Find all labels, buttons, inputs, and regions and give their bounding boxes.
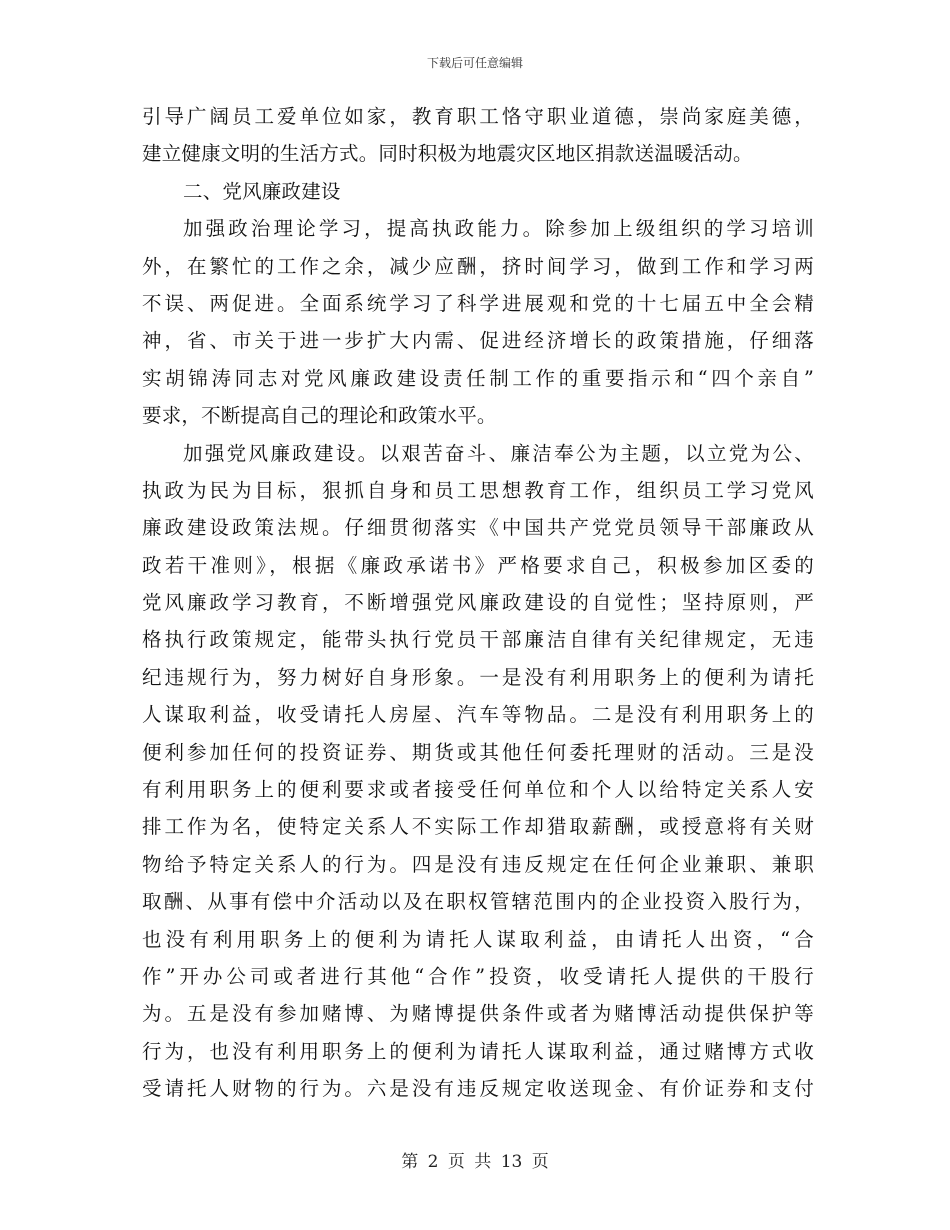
text-line: 执政为民为目标，狠抓自身和员工思想教育工作，组织员工学习党风 [142,478,814,502]
text-line: 便利参加任何的投资证券、期货或其他任何委托理财的活动。三是没 [142,740,814,764]
text-line: 建立健康文明的生活方式。同时积极为地震灾区地区捐款送温暖活动。 [142,142,753,166]
text-line: 行为，也没有利用职务上的便利为请托人谋取利益，通过赌博方式收 [142,1039,814,1063]
text-line: 排工作为名，使特定关系人不实际工作却猎取薪酬，或授意将有关财 [142,815,814,839]
page-header-note: 下载后可任意编辑 [426,56,523,70]
text-line: 政若干准则》，根据《廉政承诺书》严格要求自己，积极参加区委的 [142,553,814,577]
text-line: 加强党风廉政建设。以艰苦奋斗、廉洁奉公为主题，以立党为公、 [183,441,814,465]
text-line: 要求，不断提高自己的理论和政策水平。 [142,404,497,428]
text-line: 加强政治理论学习，提高执政能力。除参加上级组织的学习培训 [183,217,814,241]
text-line: 格执行政策规定，能带头执行党员干部廉洁自律有关纪律规定，无违 [142,628,814,652]
page-number-footer: 第 2 页 共 13 页 [401,1152,549,1172]
text-line: 人谋取利益，收受请托人房屋、汽车等物品。二是没有利用职务上的 [142,703,814,727]
text-line: 有利用职务上的便利要求或者接受任何单位和个人以给特定关系人安 [142,778,814,802]
text-line: 外，在繁忙的工作之余，减少应酬，挤时间学习，做到工作和学习两 [142,254,814,278]
text-line: 党风廉政学习教育，不断增强党风廉政建设的自觉性；坚持原则，严 [142,591,814,615]
text-line: 纪违规行为，努力树好自身形象。一是没有利用职务上的便利为请托 [142,665,814,689]
text-line: 不误、两促进。全面系统学习了科学进展观和党的十七届五中全会精 [142,291,814,315]
section-heading: 二、党风廉政建设 [183,179,341,203]
text-line: 物给予特定关系人的行为。四是没有违反规定在任何企业兼职、兼职 [142,852,814,876]
text-line: 作”开办公司或者进行其他“合作”投资，收受请托人提供的干股行 [142,964,814,988]
text-line: 引导广阔员工爱单位如家，教育职工恪守职业道德，崇尚家庭美德， [142,105,814,128]
text-line: 廉政建设政策法规。仔细贯彻落实《中国共产党党员领导干部廉政从 [142,516,814,540]
text-line: 受请托人财物的行为。六是没有违反规定收送现金、有价证券和支付 [142,1077,814,1101]
document-body [142,98,814,1108]
text-line: 神，省、市关于进一步扩大内需、促进经济增长的政策措施，仔细落 [142,329,814,353]
text-line: 取酬、从事有偿中介活动以及在职权管辖范围内的企业投资入股行为， [142,890,814,914]
text-line: 实胡锦涛同志对党风廉政建设责任制工作的重要指示和“四个亲自” [142,366,814,390]
text-line: 也没有利用职务上的便利为请托人谋取利益，由请托人出资，“合 [142,927,814,951]
text-line: 为。五是没有参加赌博、为赌博提供条件或者为赌博活动提供保护等 [142,1002,814,1026]
